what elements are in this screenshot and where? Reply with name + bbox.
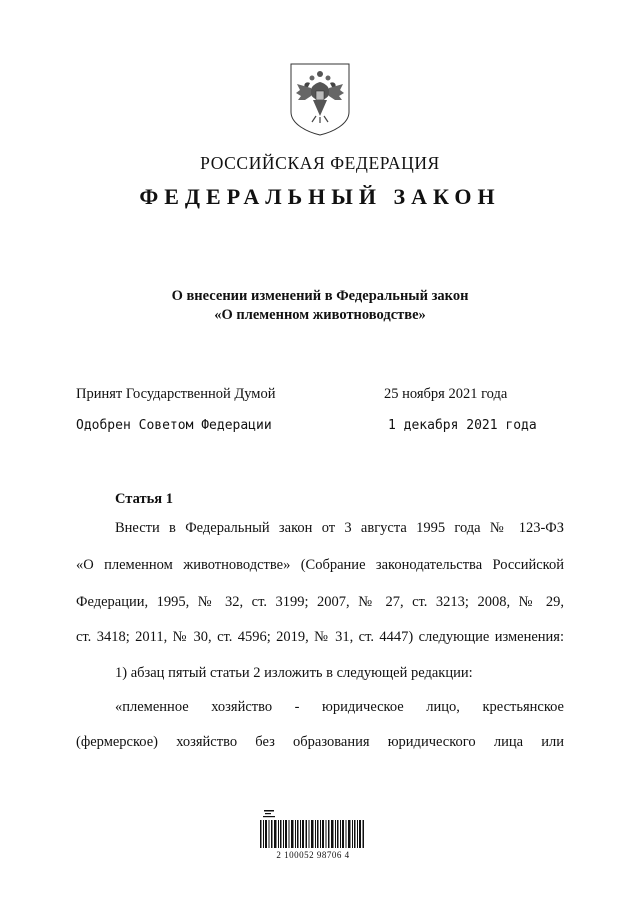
article-line: Внести в Федеральный закон от 3 августа 1995 года № 123-ФЗ [115,520,564,536]
duma-date: 25 ноября 2021 года [384,386,508,402]
duma-label: Принят Государственной Думой [76,386,276,402]
article-line: 1) абзац пятый статьи 2 изложить в следующей редакции: [115,665,473,681]
council-date: 1 декабря 2021 года [388,418,537,433]
law-title [0,287,640,325]
law-title-line-1: О внесении изменений в Федеральный закон [171,288,469,304]
state-emblem [289,62,351,136]
council-label: Одобрен Советом Федерации [76,418,272,433]
law-title-line-2: «О племенном животноводстве» [214,307,426,323]
barcode-number: 2 100052 98706 4 [276,850,350,860]
article-line: ст. 3418; 2011, № 30, ст. 4596; 2019, № 31, ст. 4447) следующие изменения: [76,629,564,645]
double-headed-eagle-icon [289,62,351,136]
article-line: «племенное хозяйство - юридическое лицо, крестьянское [115,699,564,715]
country-name: РОССИЙСКАЯ ФЕДЕРАЦИЯ [200,153,440,173]
article-line: «О племенном животноводстве» (Собрание законодательства Российской [76,557,564,573]
article-line: Федерации, 1995, № 32, ст. 3199; 2007, № 27, ст. 3213; 2008, № 29, [76,594,564,610]
document-type: ФЕДЕРАЛЬНЫЙ ЗАКОН [139,184,501,209]
article-title: Статья 1 [115,491,173,507]
barcode-icon [260,808,366,848]
article-line: (фермерское) хозяйство без образования юридического лица или [76,734,564,750]
barcode [254,808,372,864]
